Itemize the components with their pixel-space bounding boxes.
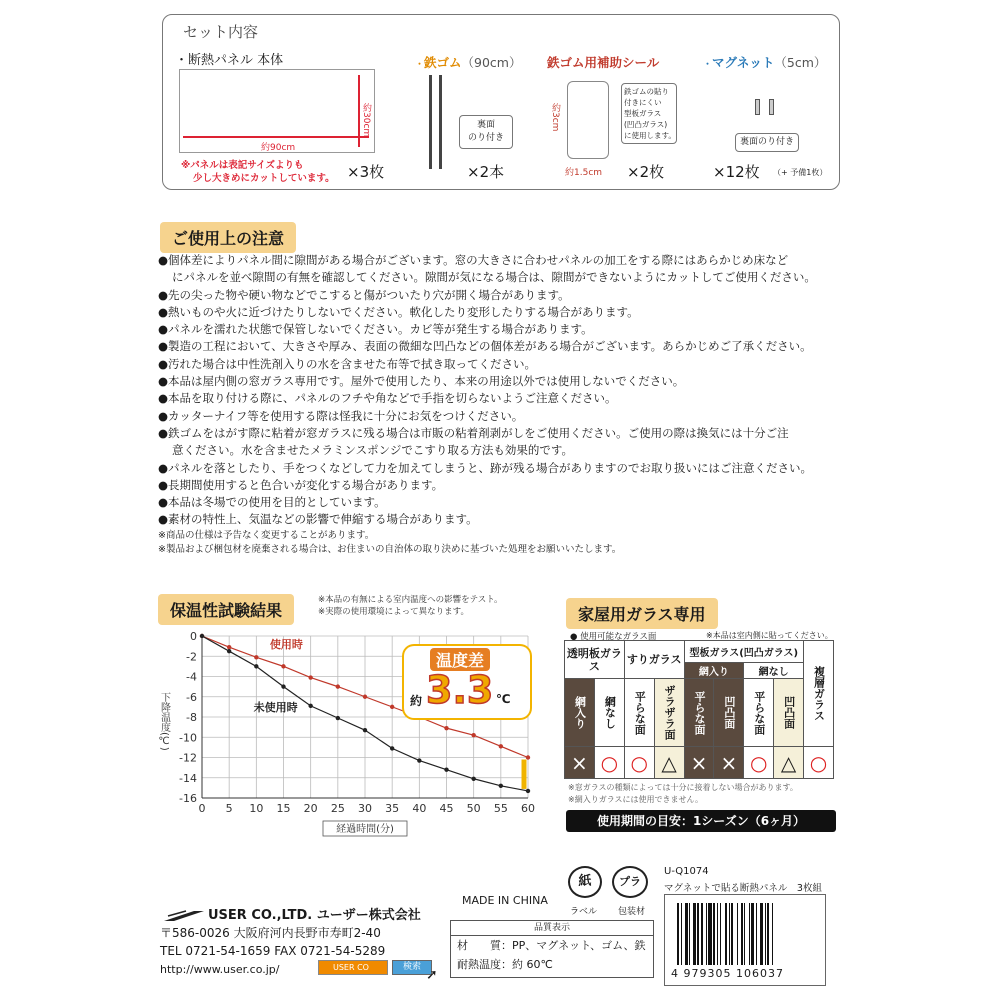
- magnet-tag: 裏面のり付き: [735, 133, 799, 152]
- panel-height-label: 約30cm: [361, 103, 371, 138]
- glass-note-right: ※本品は室内側に貼ってください。: [706, 631, 833, 640]
- iron-rubber-tag: [459, 115, 513, 149]
- company-name: USER CO.,LTD. ユーザー株式会社: [208, 908, 421, 923]
- x-tick-label: 55: [493, 802, 508, 815]
- seal-note-line: (凹凸ガラス): [624, 120, 668, 129]
- glass-col: [714, 679, 744, 747]
- caution-line: ●長期間使用すると色合いが変化する場合があります。: [158, 477, 444, 492]
- x-tick-label: 50: [466, 802, 481, 815]
- barcode-bar: [756, 903, 757, 965]
- diff-callout: [404, 646, 530, 718]
- barcode-bar: [708, 903, 712, 965]
- caution-line: ●パネルを落としたり、手をつくなどして力を加えてしまうと、跡が残る場合がありますのでお取り扱いにはご注意ください。: [158, 460, 813, 475]
- barcode-bar: [744, 903, 745, 965]
- diff-value: 3.3: [426, 668, 494, 712]
- product-name: マグネットで貼る断熱パネル 3枚組: [664, 883, 822, 894]
- series-point: [363, 695, 367, 699]
- caution-line: ●製造の工程において、大きさや厚み、表面の微細な凹凸などの個体差がある場合がございます。あらかじめご了承ください。: [158, 339, 812, 354]
- glass-title: 家屋用ガラス専用: [566, 598, 718, 629]
- search-button[interactable]: 検索: [392, 960, 432, 975]
- barcode-bar: [706, 903, 707, 965]
- test-note: ※実際の使用環境によって異なります。: [318, 607, 469, 617]
- glass-result: △: [774, 747, 804, 779]
- caution-line: ●素材の特性上、気温などの影響で伸縮する場合があります。: [158, 512, 478, 527]
- barcode-bar: [725, 903, 727, 965]
- barcode-bar: [681, 903, 682, 965]
- series-point: [390, 746, 394, 750]
- y-axis-label: 下降温度(℃): [158, 692, 170, 751]
- glass-result: ×: [684, 747, 714, 779]
- magnet-illustration-1: [755, 99, 760, 115]
- y-tick-label: -16: [179, 792, 197, 805]
- barcode-bar: [693, 903, 697, 965]
- barcode-bar: [751, 903, 753, 965]
- barcode-bar: [685, 903, 687, 965]
- caution-line: ●鉄ゴムをはがす際に粘着が窓ガラスに残る場合は市販の粘着剤剥がしをご使用ください。ご使用の際は換気には十分ご注: [158, 425, 789, 440]
- panel-width-label: 約90cm: [261, 143, 296, 153]
- series-point: [444, 767, 448, 771]
- series-point: [227, 649, 231, 653]
- glass-col: [654, 679, 684, 747]
- y-tick-label: -6: [186, 690, 197, 704]
- series-point: [363, 728, 367, 732]
- x-tick-label: 40: [412, 802, 427, 815]
- glass-col: [565, 679, 595, 747]
- seal-note-line: 型板ガラス: [624, 109, 662, 118]
- recycle-paper-icon: 紙: [568, 866, 602, 898]
- magnet-label: ・マグネット（5cm）: [703, 55, 827, 70]
- seal-note-line: 付きにくい: [624, 98, 662, 107]
- glass-result: △: [654, 747, 684, 779]
- caution-line: ●パネルを濡れた状態で保管しないでください。カビ等が発生する場合があります。: [158, 322, 593, 337]
- barcode-bar: [729, 903, 730, 965]
- series-point: [444, 726, 448, 730]
- glass-result: ○: [624, 747, 654, 779]
- barcode-bar: [760, 903, 764, 965]
- iron-rubber-label: ・鉄ゴム（90cm）: [415, 55, 522, 70]
- test-note: ※本品の有無による室内温度への影響をテスト。: [318, 595, 503, 605]
- series-point: [390, 705, 394, 709]
- caution-line: にパネルを並べ隙間の有無を確認してください。隙間が気になる場合は、隙間ができないようにカットしてご使用ください。: [172, 270, 816, 285]
- set-contents-title: セット内容: [183, 23, 259, 41]
- glass-group-clear: 透明板ガラス: [565, 641, 625, 679]
- y-tick-label: 0: [190, 630, 197, 643]
- panel-qty: ×3枚: [347, 163, 385, 181]
- glass-col-label: 凹凸面: [782, 696, 796, 729]
- iron-rubber-rod-2: [439, 75, 442, 169]
- series-point: [227, 645, 231, 649]
- glass-note-left: ● 使用可能なガラス面: [570, 632, 657, 642]
- caution-line: ●本品を取り付ける際に、パネルのフチや角などで手指を切らないようご注意ください。: [158, 391, 617, 406]
- barcode-bar: [713, 903, 715, 965]
- y-tick-label: -4: [186, 670, 197, 684]
- magnet-illustration-2: [769, 99, 774, 115]
- barcode-bar: [741, 903, 743, 965]
- x-tick-label: 30: [358, 802, 372, 815]
- caution-line: ●本品は屋内側の窓ガラス専用です。屋外で使用したり、本来の用途以外では使用しないでください。: [158, 374, 685, 389]
- series-point: [200, 634, 204, 638]
- glass-col-label: ザラザラ面: [663, 685, 677, 740]
- search-input[interactable]: USER CO: [318, 960, 388, 975]
- barcode-icon: [677, 903, 817, 965]
- seal-illustration: [567, 81, 609, 159]
- glass-col: [684, 679, 714, 747]
- series-point: [308, 704, 312, 708]
- seal-qty: ×2枚: [627, 163, 665, 181]
- test-results-title: 保温性試験結果: [158, 594, 294, 625]
- iron-rubber-tag-line1: 裏面: [476, 120, 495, 130]
- cautions-list: [158, 252, 848, 558]
- barcode-bar: [697, 903, 698, 965]
- glass-result: ○: [744, 747, 774, 779]
- barcode-bar: [772, 903, 773, 965]
- series-label-used: 使用時: [269, 638, 303, 652]
- caution-line: ●本品は冬場での使用を目的としています。: [158, 495, 386, 510]
- barcode-bar: [717, 903, 718, 965]
- seal-label: 鉄ゴム用補助シール: [547, 55, 660, 70]
- y-tick-label: -10: [179, 731, 197, 745]
- x-tick-label: 0: [198, 802, 206, 815]
- barcode-bar: [689, 903, 690, 965]
- magnet-spare: （+ 予備1枚）: [773, 168, 828, 177]
- x-tick-label: 5: [225, 802, 233, 815]
- glass-note: ※網入りガラスには使用できません。: [568, 795, 703, 804]
- magnet-size: （5cm）: [774, 55, 827, 70]
- barcode-box: [664, 894, 826, 986]
- caution-line: ●熱いものや火に近づけたりしないでください。軟化したり変形したりする場合があります。: [158, 304, 639, 319]
- iron-rubber-rod-1: [429, 75, 432, 169]
- glass-col-label: 凹凸面: [722, 696, 736, 729]
- user-logo-icon: [164, 908, 204, 922]
- iron-rubber-qty: ×2本: [467, 163, 505, 181]
- usage-period: 使用期間の目安：1シーズン（6ヶ月）: [566, 810, 836, 832]
- glass-result: ○: [594, 747, 624, 779]
- barcode-bar: [731, 903, 733, 965]
- y-tick-label: -14: [179, 771, 197, 785]
- glass-col: [774, 679, 804, 747]
- made-in: MADE IN CHINA: [462, 894, 548, 907]
- glass-result: ×: [565, 747, 595, 779]
- cautions-title: ご使用上の注意: [160, 222, 296, 253]
- y-tick-label: -2: [186, 650, 197, 664]
- barcode-bar: [765, 903, 766, 965]
- series-point: [526, 755, 530, 759]
- quality-material: 材 質：PP、マグネット、ゴム、鉄: [457, 939, 646, 952]
- series-point: [336, 716, 340, 720]
- series-point: [254, 655, 258, 659]
- company-url[interactable]: http://www.user.co.jp/: [160, 963, 280, 976]
- barcode-bar: [737, 903, 738, 965]
- x-tick-label: 15: [276, 802, 291, 815]
- panel-note-1: ※パネルは表記サイズよりも: [181, 160, 304, 171]
- caution-line: 意ください。水を含ませたメラミンスポンジでこすり取る方法も効果的です。: [172, 443, 573, 458]
- company-address: 〒586-0026 大阪府河内長野市寿町2-40: [160, 926, 381, 940]
- glass-group-frosted: すりガラス: [624, 641, 684, 679]
- series-point: [254, 664, 258, 668]
- series-point: [308, 675, 312, 679]
- quality-label-box: [450, 920, 654, 978]
- barcode-bar: [749, 903, 750, 965]
- glass-col-label: 平らな面: [633, 690, 647, 735]
- x-axis-label: 経過時間(分): [336, 824, 394, 835]
- glass-note: ※窓ガラスの種類によっては十分に接着しない場合があります。: [568, 783, 798, 792]
- x-tick-label: 60: [521, 802, 535, 815]
- caution-line: ●汚れた場合は中性洗剤入りの水を含ませた布等で拭き取ってください。: [158, 356, 537, 371]
- glass-col-label: 網入り: [573, 696, 587, 729]
- glass-subgroup-unwired: 網なし: [744, 663, 804, 679]
- series-point: [281, 684, 285, 688]
- barcode-bar: [701, 903, 703, 965]
- quality-heat: 耐熱温度：約 60℃: [457, 958, 553, 971]
- series-label-unused: 未使用時: [253, 700, 298, 714]
- series-point: [499, 744, 503, 748]
- product-code: U-Q1074: [664, 866, 709, 877]
- quality-title: 品質表示: [451, 921, 653, 936]
- glass-result: ○: [804, 747, 834, 779]
- caution-note: ※製品および梱包材を廃棄される場合は、お住まいの自治体の取り決めに基づいた処理をお願いいたします。: [158, 544, 622, 556]
- glass-col-label: 平らな面: [752, 690, 766, 735]
- recycle-plastic-label: 包装材: [618, 907, 646, 917]
- series-point: [471, 777, 475, 781]
- x-tick-label: 20: [303, 802, 318, 815]
- glass-group-double: [804, 641, 834, 747]
- diff-prefix: 約: [410, 694, 423, 708]
- set-contents-box: [162, 14, 840, 190]
- y-tick-label: -8: [186, 711, 197, 724]
- seal-note-line: に使用します。: [624, 131, 676, 140]
- glass-group-patterned: 型板ガラス(凹凸ガラス): [684, 641, 804, 663]
- caution-line: ●個体差によりパネル間に隙間がある場合がございます。窓の大きさに合わせパネルの加工をする際にはあらかじめ床など: [158, 253, 789, 267]
- glass-col: [744, 679, 774, 747]
- recycle-paper-label: ラベル: [570, 907, 598, 917]
- seal-note-line: 鉄ゴムの貼り: [624, 87, 669, 96]
- x-tick-label: 10: [249, 802, 264, 815]
- seal-width-label: 約1.5cm: [565, 168, 603, 178]
- barcode-bar: [767, 903, 769, 965]
- diff-unit: ℃: [496, 692, 511, 706]
- glass-col: [594, 679, 624, 747]
- glass-result: ×: [714, 747, 744, 779]
- caution-note: ※商品の仕様は予告なく変更することがあります。: [158, 529, 375, 541]
- y-tick-label: -12: [179, 751, 197, 765]
- magnet-name: マグネット: [712, 55, 775, 70]
- glass-table: [564, 640, 834, 779]
- series-point: [281, 664, 285, 668]
- iron-rubber-name: 鉄ゴム: [424, 55, 462, 70]
- caution-line: ●カッターナイフ等を使用する際は怪我に十分にお気をつけください。: [158, 408, 524, 423]
- caution-line: ●先の尖った物や硬い物などでこすると傷がついたり穴が開く場合があります。: [158, 287, 570, 302]
- panel-note-2: 少し大きめにカットしています。: [193, 173, 335, 184]
- glass-col-label: 平らな面: [692, 690, 706, 735]
- company-tel-fax: TEL 0721-54-1659 FAX 0721-54-5289: [160, 944, 386, 958]
- x-tick-label: 25: [330, 802, 345, 815]
- magnet-qty: ×12枚: [713, 163, 760, 181]
- glass-subgroup-wired: 網入り: [684, 663, 744, 679]
- seal-height-label: 約3cm: [550, 103, 560, 132]
- x-tick-label: 35: [385, 802, 400, 815]
- series-point: [526, 789, 530, 793]
- glass-col-label: 網なし: [603, 696, 617, 729]
- barcode-bar: [677, 903, 679, 965]
- series-point: [471, 733, 475, 737]
- seal-note-box: [621, 83, 677, 144]
- iron-rubber-tag-line2: のり付き: [467, 133, 504, 143]
- barcode-bar: [720, 903, 721, 965]
- panel-label: ・断熱パネル 本体: [175, 53, 284, 68]
- glass-group-double-label: 複層ガラス: [812, 666, 826, 721]
- series-point: [417, 758, 421, 762]
- series-point: [499, 784, 503, 788]
- panel-width-arrow: [183, 136, 369, 138]
- x-tick-label: 45: [439, 802, 454, 815]
- barcode-number: 4 979305 106037: [671, 967, 784, 980]
- diff-label: 温度差: [430, 648, 490, 671]
- cursor-icon: ➚: [426, 967, 438, 983]
- glass-col: [624, 679, 654, 747]
- series-point: [336, 684, 340, 688]
- recycle-plastic-icon: プラ: [612, 866, 648, 898]
- iron-rubber-size: （90cm）: [461, 55, 522, 70]
